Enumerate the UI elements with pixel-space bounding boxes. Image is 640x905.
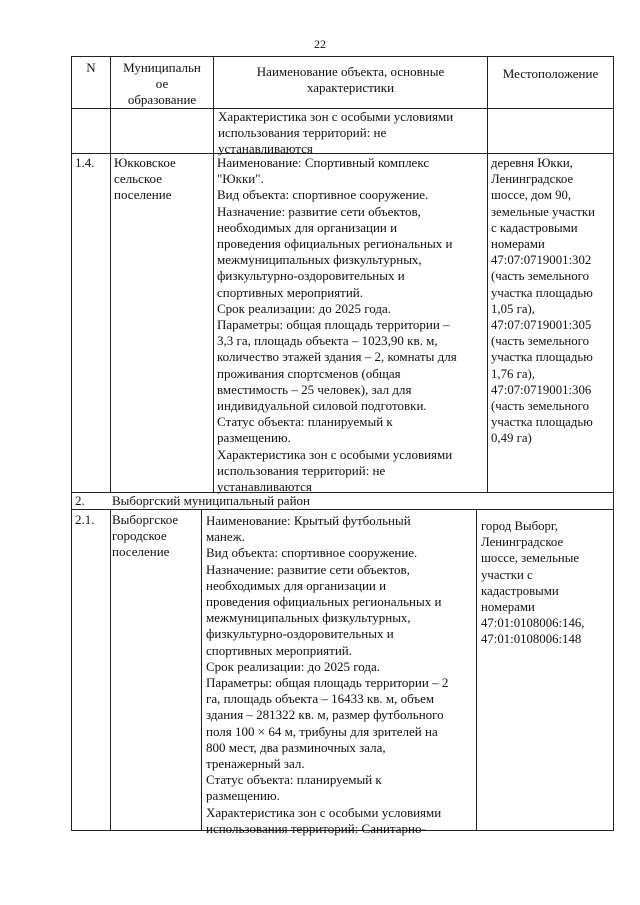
text-line: Выборгское xyxy=(112,512,179,527)
text-line: Назначение: развитие сети объектов, xyxy=(217,203,421,219)
table-border-row xyxy=(71,509,614,510)
text-line: шоссе, дом 90, xyxy=(491,188,572,203)
column-divider xyxy=(110,56,111,493)
text-line: 1,05 га), xyxy=(491,301,535,316)
text-line: здания – 281322 кв. м, размер футбольного xyxy=(206,707,444,723)
text-line: количество этажей здания – 2, комнаты для xyxy=(217,349,457,365)
table-border-right xyxy=(613,56,614,831)
text-line: Ленинградское xyxy=(481,535,564,550)
text-line: тренажерный зал. xyxy=(206,756,305,772)
text-line: необходимых для организации и xyxy=(217,219,398,235)
table-border-left xyxy=(71,56,72,831)
column-divider xyxy=(201,509,202,831)
row-2-1-object xyxy=(206,513,448,837)
column-divider xyxy=(487,56,488,493)
text-line: поселение xyxy=(114,187,172,203)
text-line: "Юкки". xyxy=(217,171,264,187)
column-divider xyxy=(213,56,214,493)
text-line: межмуниципальных физкультурных, xyxy=(217,252,422,268)
text-line: спортивных мероприятий. xyxy=(206,642,353,658)
row-1-4-number: 1.4. xyxy=(75,155,95,170)
text-line: Назначение: развитие сети объектов, xyxy=(206,561,410,577)
text-line: поля 100 × 64 м, трибуны для зрителей на xyxy=(206,723,438,739)
text-line: проведения официальных региональных и xyxy=(206,594,442,610)
text-line: Параметры: общая площадь территории – 2 xyxy=(206,675,449,691)
text-line: размещению. xyxy=(217,430,291,446)
text-line: 47:01:0108006:148 xyxy=(481,632,582,647)
text-line: кадастровыми xyxy=(481,583,559,598)
text-line: 1,76 га), xyxy=(491,366,535,381)
text-line: участки с xyxy=(481,567,533,582)
text-line: деревня Юкки, xyxy=(491,156,573,170)
text-line: использования территорий: не xyxy=(217,462,386,478)
row-1-4-object xyxy=(217,155,457,495)
text-line: Параметры: общая площадь территории – xyxy=(217,317,450,333)
text-line: размещению. xyxy=(206,788,280,804)
text-line: шоссе, земельные xyxy=(481,551,580,566)
header-line: образование xyxy=(127,92,197,108)
row-2-title: Выборгский муниципальный район xyxy=(112,493,310,508)
text-line: город Выборг, xyxy=(481,519,558,533)
header-line: Муниципальн xyxy=(123,60,201,75)
text-line: номерами xyxy=(481,600,535,615)
text-line: с кадастровыми xyxy=(491,220,578,235)
text-line: Вид объекта: спортивное сооружение. xyxy=(206,545,418,561)
text-line: использования территорий: не xyxy=(218,125,387,141)
text-line: сельское xyxy=(114,171,162,187)
text-line: 47:07:0719001:306 xyxy=(491,382,592,397)
text-line: Срок реализации: до 2025 года. xyxy=(217,300,392,316)
text-line: (часть земельного xyxy=(491,334,589,349)
header-object xyxy=(214,64,487,96)
text-line: использования территорий: Санитарно- xyxy=(206,820,426,836)
text-line: устанавливаются xyxy=(218,141,313,157)
row-1-4-municipality xyxy=(114,155,176,204)
text-line: 0,49 га) xyxy=(491,431,532,446)
header-line: Наименование объекта, основные xyxy=(256,64,445,79)
cont-object-cell xyxy=(218,109,453,158)
header-line: характеристики xyxy=(306,80,395,96)
page-number: 22 xyxy=(314,37,326,51)
text-line: поселение xyxy=(112,544,170,560)
text-line: Характеристика зон с особыми условиями xyxy=(217,446,453,462)
text-line: манеж. xyxy=(206,529,245,545)
text-line: межмуниципальных физкультурных, xyxy=(206,610,411,626)
row-2-1-municipality xyxy=(112,512,178,561)
column-divider xyxy=(476,509,477,831)
text-line: вместимость – 25 человек), зал для xyxy=(217,381,412,397)
text-line: земельные участки xyxy=(491,204,595,219)
row-1-4-location xyxy=(491,155,595,447)
row-2-number: 2. xyxy=(75,493,85,508)
text-line: (часть земельного xyxy=(491,399,589,414)
text-line: участка площадью xyxy=(491,350,593,365)
text-line: физкультурно-оздоровительных и xyxy=(217,268,405,284)
text-line: Статус объекта: планируемый к xyxy=(206,772,382,788)
column-divider xyxy=(110,509,111,831)
table-border-top xyxy=(71,56,614,57)
header-municipality xyxy=(111,60,213,109)
text-line: 3,3 га, площадь объекта – 1023,90 кв. м, xyxy=(217,333,438,349)
text-line: 47:01:0108006:146, xyxy=(481,616,585,631)
text-line: 47:07:0719001:302 xyxy=(491,253,592,268)
row-2-1-number: 2.1. xyxy=(75,512,95,527)
text-line: устанавливаются xyxy=(217,479,312,495)
text-line: Наименование: Спортивный комплекс xyxy=(217,155,430,170)
text-line: Срок реализации: до 2025 года. xyxy=(206,658,381,674)
header-n: N xyxy=(86,60,96,75)
text-line: номерами xyxy=(491,237,545,252)
text-line: (часть земельного xyxy=(491,269,589,284)
text-line: га, площадь объекта – 16433 кв. м, объем xyxy=(206,691,435,707)
text-line: Вид объекта: спортивное сооружение. xyxy=(217,187,429,203)
header-line: ое xyxy=(155,76,169,92)
text-line: участка площадью xyxy=(491,415,593,430)
text-line: Характеристика зон с особыми условиями xyxy=(218,109,454,124)
text-line: индивидуальной силовой подготовки. xyxy=(217,398,427,414)
text-line: необходимых для организации и xyxy=(206,577,387,593)
text-line: 47:07:0719001:305 xyxy=(491,318,592,333)
row-2-1-location xyxy=(481,518,584,648)
text-line: спортивных мероприятий. xyxy=(217,284,364,300)
text-line: Юкковское xyxy=(114,155,176,170)
text-line: Ленинградское xyxy=(491,172,574,187)
text-line: 800 мест, два разминочных зала, xyxy=(206,739,386,755)
text-line: физкультурно-оздоровительных и xyxy=(206,626,394,642)
text-line: проведения официальных региональных и xyxy=(217,236,453,252)
text-line: проживания спортсменов (общая xyxy=(217,365,401,381)
text-line: Характеристика зон с особыми условиями xyxy=(206,804,442,820)
text-line: Наименование: Крытый футбольный xyxy=(206,513,411,528)
text-line: участка площадью xyxy=(491,285,593,300)
header-location: Местоположение xyxy=(502,66,599,81)
text-line: городское xyxy=(112,528,167,544)
text-line: Статус объекта: планируемый к xyxy=(217,414,393,430)
